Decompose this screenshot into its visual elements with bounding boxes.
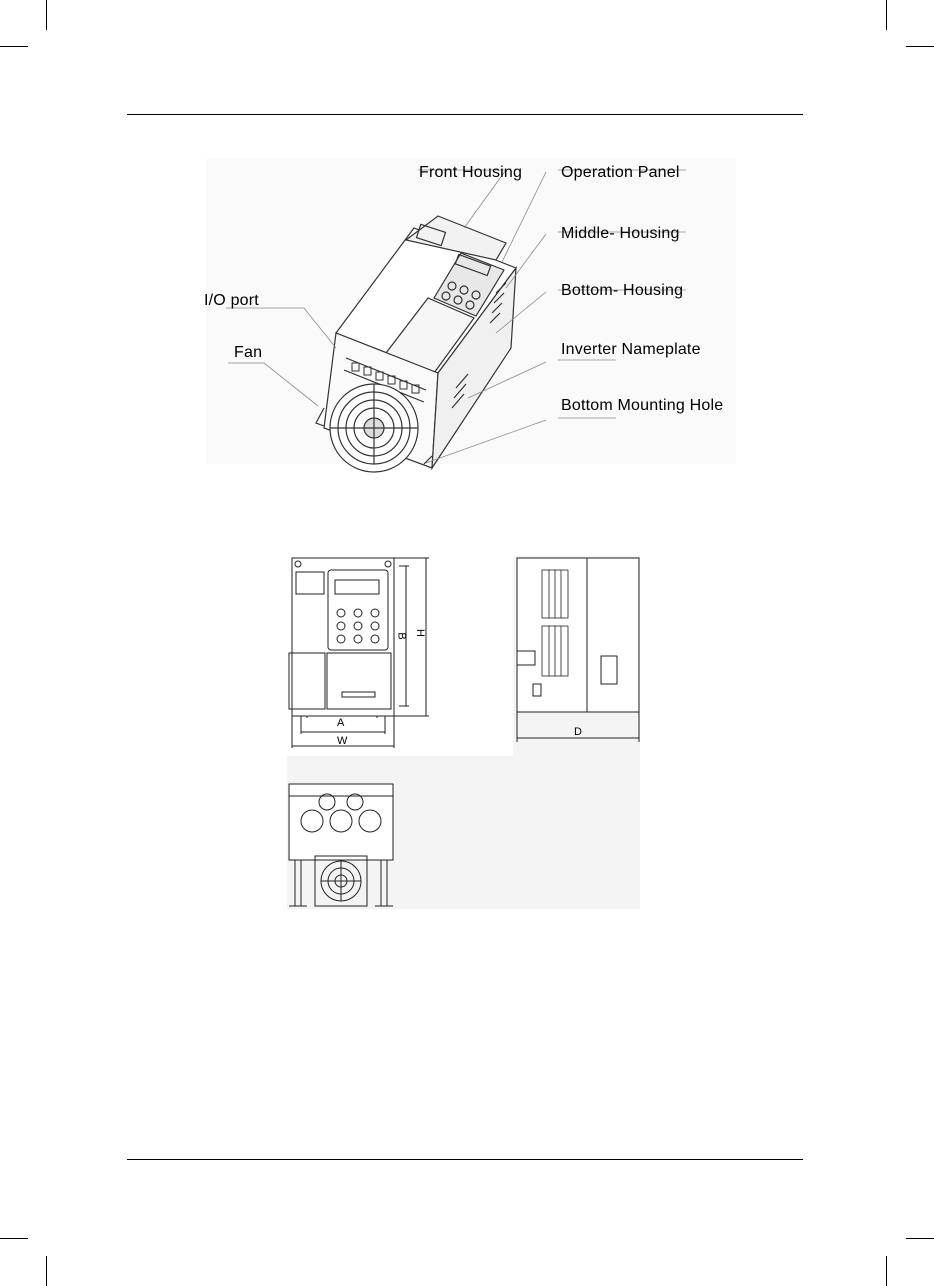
dimension-label-w: W xyxy=(337,735,348,747)
dimension-label-d: D xyxy=(574,726,582,738)
callout-front-housing: Front Housing xyxy=(419,164,523,181)
dimension-label-a: A xyxy=(337,717,345,729)
footer-rule xyxy=(127,1159,803,1160)
inverter-3d-drawing xyxy=(206,158,736,464)
crop-mark-br-v xyxy=(886,1256,887,1286)
crop-mark-tl-v xyxy=(46,0,47,30)
callout-inverter-nameplate: Inverter Nameplate xyxy=(561,341,701,358)
crop-mark-br-h xyxy=(906,1238,934,1239)
callout-bottom-mounting-hole: Bottom Mounting Hole xyxy=(561,397,724,414)
crop-mark-tr-v xyxy=(886,0,887,30)
dimension-label-b: B xyxy=(395,632,408,640)
callout-bottom-housing: Bottom- Housing xyxy=(561,282,684,299)
dimension-label-h: H xyxy=(413,629,426,637)
crop-mark-bl-h xyxy=(0,1238,28,1239)
callout-io-port: I/O port xyxy=(204,292,259,309)
crop-mark-bl-v xyxy=(46,1256,47,1286)
exploded-view-figure xyxy=(206,158,736,464)
callout-fan: Fan xyxy=(234,344,263,361)
crop-mark-tr-h xyxy=(906,46,934,47)
callout-operation-panel: Operation Panel xyxy=(561,164,680,181)
dimension-drawings-figure xyxy=(287,556,640,909)
callout-middle-housing: Middle- Housing xyxy=(561,225,680,242)
header-rule xyxy=(127,114,803,115)
dimension-drawings-svg xyxy=(287,556,640,909)
crop-mark-tl-h xyxy=(0,46,28,47)
